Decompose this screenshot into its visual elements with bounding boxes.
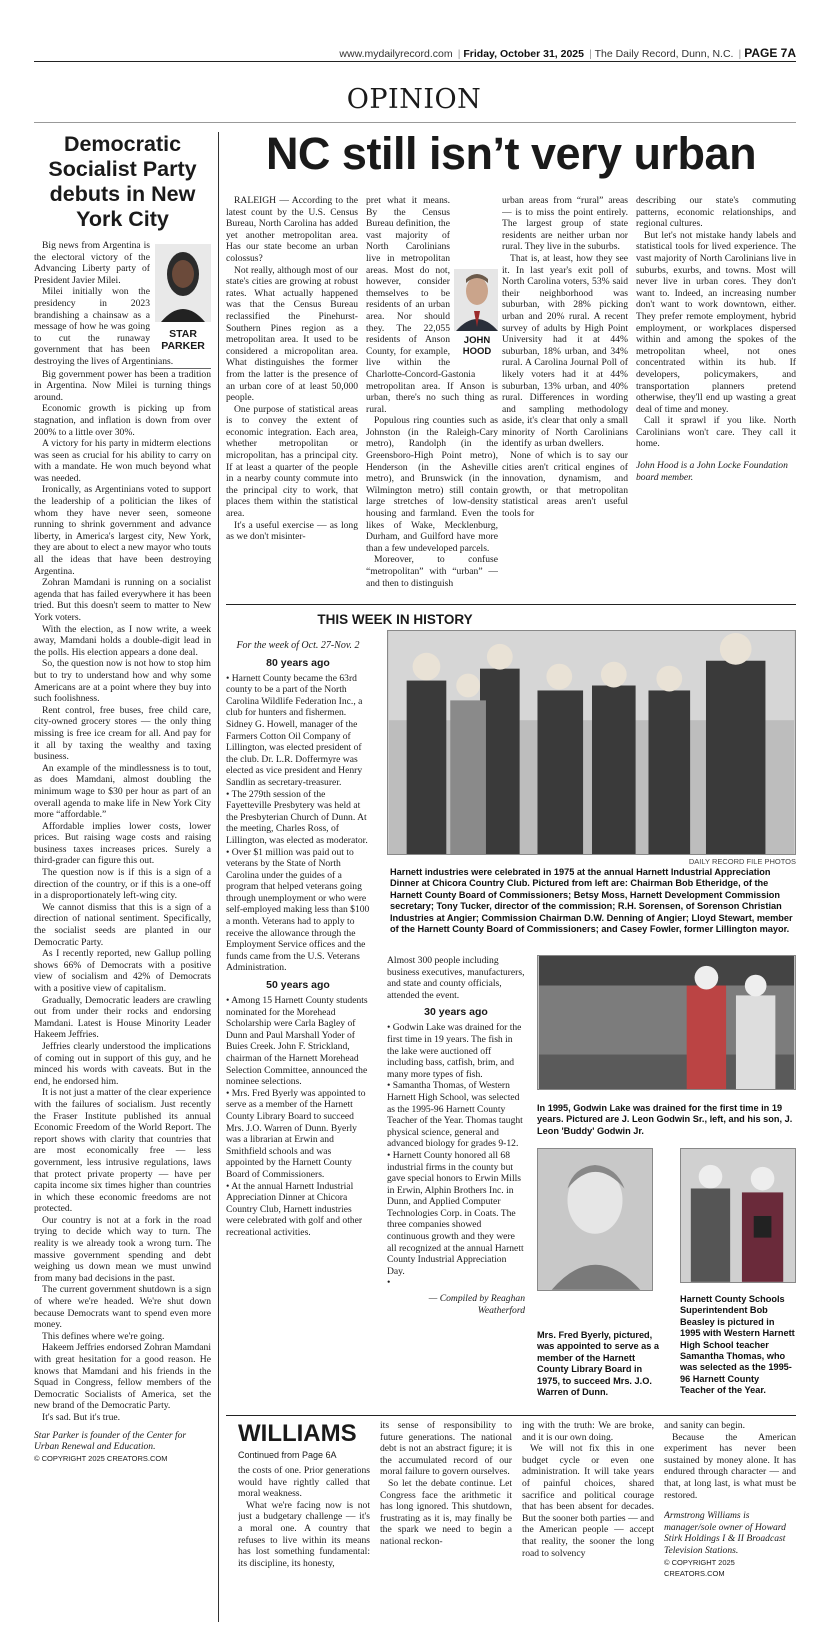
byerly-photo	[537, 1148, 653, 1291]
john-hood-photo	[454, 269, 498, 331]
hood-para: RALEIGH — According to the latest count by the U.S. Census Bureau, North Carolina has added yet another metropolitan area. Has our state become an urban colossus?	[226, 195, 358, 264]
history-item: • Harnett County honored all 68 industrial firms in the county but gave special honors to Erwin Mills in Erwin, Alphin Brothers Inc. in Dunn, and Applied Computer Technologies Corp. in Coats. The three companies showed continuous growth and they were all recognized at the annual Harnett County Industrial Appreciation Day.	[387, 1149, 524, 1277]
parker-para: Our country is not at a fork in the road trying to decide which way to turn. The reality is we already took a wrong turn. The massive government spending and debt weighing us down mean we must unwind from many bad decisions in the past.	[34, 1214, 211, 1284]
parker-para: So, the question now is not how to stop him but to try to understand how and why some Americans are at a point where they buy into such foolishness.	[34, 658, 211, 705]
williams-para: its sense of responsibility to future generations. The national debt is not an abstract figure; it is the accumulated record of our moral failure to govern ourselves.	[380, 1420, 512, 1478]
parker-para: It is not just a matter of the clear experience with the failures of socialism. Just recently the Fraser Institute published its annual Economic Freedom of the World Report. The report shows with clarity that countries that are most economically free — less government, less intrusive regulations, laws that protect private property — have per capita income six times higher than countries in which these economic freedoms are not protected.	[34, 1087, 211, 1215]
parker-tagline: Star Parker is founder of the Center for Urban Renewal and Education.	[34, 1429, 187, 1453]
main-headline: NC still isn’t very urban	[265, 128, 757, 179]
williams-para: and sanity can begin.	[664, 1420, 745, 1431]
williams-copyright: © COPYRIGHT 2025 CREATORS.COM	[664, 1557, 735, 1579]
williams-headline: WILLIAMS	[238, 1420, 357, 1447]
photo-credit: DAILY RECORD FILE PHOTOS	[688, 857, 796, 866]
column-rule	[218, 132, 219, 1622]
hood-para: Call it sprawl if you like. North Carolinians won't care. They call it home.	[636, 415, 796, 450]
caption-dinner: Harnett industries were celebrated in 1975 at the annual Harnett Industrial Appreciation Dinner at Chicora Country Club. Pictured from left are: Chairman Bob Etheridge, of the Harnett County Board of Commissioners; Betsy Moss, Harnett Development Commission secretary; Tony Tucker, director of the commission; R.H. Sorensen, of Sorenson Christian Industries at Angier; Commission Chairman D.W. Denning of Angier; Lloyd Stewart, member of the Harnett County Board of Commissioners; and Casey Fowler, former Lillington mayor.	[390, 867, 793, 935]
hood-tagline: John Hood is a John Locke Foundation board member.	[636, 460, 788, 483]
hood-col-3	[502, 195, 628, 595]
williams-para: We will not fix this in one budget cycle or even one administration. It will take years of painful choices, shared sacrifice and political courage that has been absent for decades. But the sooner both parties — and the American people — accept that reality, the sooner the long road to solvency	[522, 1443, 654, 1559]
parker-para: Jeffries clearly understood the implications of coming out in support of this guy, and he minced his words with caveats. But in the end, he endorsed him.	[34, 1040, 211, 1087]
history-30: 30 years ago	[424, 1006, 488, 1019]
author-name-hood: JOHN HOOD	[462, 335, 492, 357]
history-50: 50 years ago	[266, 979, 330, 992]
history-80: 80 years ago	[266, 656, 330, 669]
history-item: •	[387, 1277, 391, 1289]
williams-col-2	[380, 1420, 512, 1630]
hood-para: One purpose of statistical areas is to convey the extent of economic integration. Each area, whether metropolitan or micropolitan, has a principal city. If at least a quarter of the people in a nearby county commute into the principal city to work, that places them within the statistical area.	[226, 403, 358, 520]
parker-para: Ironically, as Argentinians voted to support the leadership of a politician the likes of whom they have never seen, someone running to shrink government and advance liberty, in America's largest city, New York, they are about to elect a new mayor who touts all the ideas that have been destroying Argentina.	[34, 484, 211, 577]
williams-para: the costs of one. Prior generations would have rightly called that moral weakness.	[238, 1465, 370, 1500]
history-rule	[226, 604, 796, 605]
history-item: Almost 300 people including business executives, manufacturers, and state and county officials, attended the event.	[387, 955, 525, 1001]
hood-col-1	[226, 195, 358, 595]
parker-copyright: © COPYRIGHT 2025 CREATORS.COM	[34, 1453, 168, 1463]
left-column	[34, 132, 211, 1622]
history-item: • Harnett County became the 63rd county to be a part of the North Carolina Wildlife Federation Inc., a club for hunters and fishermen. Sidney G. Howell, manager of the Farmers Cotton Oil Company of Lillington, was elected president of the club. Dr. L.R. Doffermyre was elected as vice president and Henry Sandlin as secretary-treasurer.	[226, 672, 363, 788]
parker-para: A victory for his party in midterm elections was seen as crucial for his ability to carry on with a mandate. He won much beyond what was needed.	[34, 438, 211, 484]
williams-continued[interactable]: Continued from Page 6A	[238, 1450, 337, 1460]
williams-col-4	[664, 1420, 796, 1630]
hood-para: None of which is to say our cities aren't critical engines of innovation, dynamism, and growth, or that metropolitan statistical areas aren't useful tools for	[502, 450, 628, 520]
parker-para: Affordable implies lower costs, lower prices. But raising wage costs and raising business taxes increases prices. Surely a third-grader can figure this out.	[34, 820, 211, 867]
hood-para: Populous ring counties such as Johnston (in the Raleigh-Cary metro), Randolph (in the Greensboro-High Point metro), Henderson (in the Asheville metro), and Brunswick (in the Wilmington metro) still contain large stretches of low-density housing and farmland. Even the likes of Wake, Mecklenburg, Durham, and Guilford have more than a few undeveloped parcels.	[366, 415, 498, 554]
parker-para: Big government power has been a tradition in Argentina. Now Milei is turning things around.	[34, 368, 211, 403]
parker-para: This defines where we're going.	[42, 1330, 165, 1342]
caption-teacher: Harnett County Schools Superintendent Bob Beasley is pictured in 1995 with Western Harnett High School teacher Samantha Thomas, who was selected as the 1995-96 Harnett County Teacher of the Year.	[680, 1294, 795, 1396]
history-item: • The 279th session of the Fayetteville Presbytery was held at the Presbyterian Church of Dunn. At the meeting, Charles Ross, of Lillington, was elected as moderator.	[226, 788, 368, 846]
history-item: • Over $1 million was paid out to veterans by the State of North Carolina under the guides of a program that helped veterans going through unemployment or who were self-employed making less than $100 a month. Veterans had to apply to receive the allowance through the Employment Service offices and the funds came from the U.S. Veterans Administration.	[226, 846, 370, 974]
hood-photo-block	[454, 269, 498, 357]
hood-para: Moreover, to confuse “metropolitan” with “urban” — and then to distinguish	[366, 554, 498, 589]
parker-para: We cannot dismiss that this is a sign of a direction of national sentiment. Specifically, the socialist seeds are planted in our Democratic Party.	[34, 901, 211, 948]
parker-para: It's sad. But it's true.	[42, 1411, 121, 1423]
williams-col-3	[522, 1420, 654, 1630]
history-week: For the week of Oct. 27-Nov. 2	[236, 640, 360, 651]
author-name-parker: STAR PARKER	[161, 328, 205, 352]
industry-dinner-photo	[387, 630, 796, 855]
parker-para: The current government shutdown is a sign of where we're headed. We're shut down because Democrats want to spend even more money.	[34, 1284, 211, 1331]
parker-para: Zohran Mamdani is running on a socialist agenda that has failed everywhere it has been tried. But this doesn't seem to matter to New York voters.	[34, 577, 211, 623]
section-title: OPINION	[346, 84, 482, 115]
hood-para: That is, at least, how they see it. In last year's exit poll of North Carolina voters, 53% said their neighborhood was suburban, with 28% picking urban and 20% rural. A recent survey of adults by High Point University had it at 44% suburban, 18% urban, and 34% rural. A Carolina Journal Poll of likely voters had it at 44% suburban, 13% urban, and 40% rural. Differences in wording and sampling methodology aside, it's clear that only a small minority of North Carolinians identify as urban dwellers.	[502, 252, 628, 450]
divider	[34, 122, 796, 123]
parker-para: Hakeem Jeffries endorsed Zohran Mamdani with great hesitation for a good reason. He knows that Mamdani and his friends in the Squad in Congress, fellow members of the Democratic Socialists of America, set the new brand of the Democratic Party.	[34, 1342, 211, 1412]
caption-lake: In 1995, Godwin Lake was drained for the first time in 19 years. Pictured are J. Leon Godwin Sr., left, and his son, J. Leon 'Buddy' Godwin Jr.	[537, 1103, 793, 1136]
parker-para: Economic growth is picking up from stagnation, and inflation is down from over 200% to a little over 30%.	[34, 403, 211, 438]
history-item: • Mrs. Fred Byerly was appointed to serve as a member of the Harnett County Library Board to succeed Mrs. J.O. Warren of Dunn. Byerly was a librarian at Erwin and Smithfield schools and was appointed by the Harnett County Board of Commissioners.	[226, 1087, 366, 1180]
history-col-2	[387, 955, 525, 1415]
history-item: • Among 15 Harnett County students nominated for the Morehead Scholarship were Carla Bagley of Dunn and Paul Marshall Yoder of Buies Creek. John F. Strickland, chairman of the Harnett Morehead Selection Committee, announced the nominee selections.	[226, 995, 368, 1088]
hood-para: urban areas from “rural” areas — is to miss the point entirely. The largest group of state residents are neither urban nor rural. They live in the suburbs.	[502, 195, 628, 253]
hood-para: describing our state's commuting patterns, economic relationships, and regional cultures.	[636, 195, 796, 230]
godwin-lake-photo	[537, 955, 796, 1090]
left-headline: Democratic Socialist Party debuts in New York City	[48, 132, 197, 231]
header-line: www.mydailyrecord.com | Friday, October 31, 2025 | The Daily Record, Dunn, N.C. | PAGE 7A	[339, 46, 796, 60]
page-header	[34, 42, 796, 62]
issue-date: Friday, October 31, 2025	[463, 48, 584, 60]
williams-para: What we're facing now is not just a budgetary challenge — it's a moral one. A country that refuses to live within its means has lost something fundamental: its discipline, its honesty,	[238, 1499, 370, 1569]
williams-tagline: Armstrong Williams is manager/sole owner of Howard Stirk Holdings I & II Broadcast Television Stations.	[664, 1510, 786, 1556]
teacher-photo	[680, 1148, 796, 1283]
parker-para: Rent control, free buses, free child care, city-owned grocery stores — the only thing missing is free ice cream for all. And pay for it all by taxing the wealthy and taxing business.	[34, 704, 211, 763]
history-item: • Samantha Thomas, of Western Harnett High School, was selected as the 1995-96 Harnett County Teacher of the Year. Thomas taught physical science, general and advanced biology for grades 9-12.	[387, 1080, 523, 1150]
history-item: • Godwin Lake was drained for the first time in 19 years. The fish in the lake were auctioned off including bass, catfish, brim, and many more types of fish.	[387, 1022, 522, 1080]
history-compiled: — Compiled by Reaghan Weatherford	[428, 1293, 525, 1316]
hood-para: But let's not mistake handy labels and statistical tools for lived experience. The vast majority of North Carolinians live in suburbs, exurbs, and towns. Most will never live in urban cores. They don't want to. Indeed, an increasing number don't want to work downtown, either. They prefer remote employment, hybrid employment, or workplaces dispersed within and among the spokes of the metropolitan wheel, not ones concentrated within its hub. If developers, policymakers, and transportation planners pretend otherwise, they'll end up wasting a great deal of time and money.	[636, 229, 796, 415]
star-parker-photo	[155, 244, 211, 322]
hood-para: It's a useful exercise — as long as we don't misinter-	[226, 519, 358, 543]
hood-para: Not really, although most of our state's cities are growing at robust rates. What actually happened was that the Census Bureau reclassified the Pinehurst-Southern Pines region as a metropolitan area. It used to be considered a micropolitan area. What distinguishes the former from the latter is the presence of an urban core of at least 50,000 people.	[226, 264, 358, 404]
williams-para: Because the American experiment has never been sustained by money alone. It has endured through character — and that, at long last, is what must be restored.	[664, 1431, 796, 1501]
history-title: THIS WEEK IN HISTORY	[317, 612, 473, 627]
williams-para: So let the debate continue. Let Congress face the arithmetic it has long ignored. This shutdown, frustrating as it is, may finally be the spark we need to begin a national reckon-	[380, 1477, 512, 1547]
parker-para: As I recently reported, new Gallup polling shows 66% of Democrats with a positive view of socialism and 42% of Democrats with a positive view of capitalism.	[34, 948, 211, 994]
hood-col-4	[636, 195, 796, 595]
parker-para: Big news from Argentina is the electoral victory of the Advancing Liberty party of President Javier Milei.	[34, 240, 150, 286]
williams-col-1	[238, 1420, 370, 1630]
williams-rule	[226, 1415, 796, 1416]
history-item: • At the annual Harnett Industrial Appreciation Dinner at Chicora Country Club, Harnett industries were celebrated with golf and other recreational activities.	[226, 1180, 363, 1238]
williams-para: ing with the truth: We are broke, and it is our own doing.	[522, 1420, 654, 1443]
page-number: PAGE 7A	[744, 46, 796, 60]
parker-para: Milei initially won the presidency in 2023 brandishing a chainsaw as a message of how he was going to cut the runaway government that has been destroying the lives of Argentinians.	[34, 286, 174, 367]
parker-para: The question now is if this is a sign of a direction of the country, or if this is a one-off in a disproportionately left-wing city.	[34, 867, 211, 902]
parker-para: With the election, as I now write, a week away, Mamdani holds a double-digit lead in the polls. His election appears a done deal.	[34, 623, 211, 658]
parker-body	[34, 369, 211, 1424]
parker-para: An example of the mindlessness is to tout, as does Mamdani, almost doubling the minimum wage to $30 per hour as part of an overall agenda to make life in New York City more “affordable.”	[34, 762, 211, 821]
author-photo-block	[155, 244, 211, 352]
site-url[interactable]: www.mydailyrecord.com	[339, 48, 453, 60]
hood-para: pret what it means. By the Census Bureau definition, the vast majority of North Carolinians live in metropolitan areas. Most do not, however, consider themselves to be residents of an urban area. Nor should they. The 22,055 residents of Anson County, for example, live within the Charlotte-Concord-Gastonia metropolitan area. If Anson is urban, there's no such thing as rural.	[366, 195, 498, 415]
paper-name: The Daily Record, Dunn, N.C.	[594, 48, 734, 60]
history-col-1	[226, 640, 370, 1410]
hood-col-2	[366, 195, 498, 595]
parker-para: Gradually, Democratic leaders are crawling out from under their rocks and endorsing Mamdani. Latest is House Minority Leader Hakeem Jeffries.	[34, 994, 211, 1041]
caption-byerly: Mrs. Fred Byerly, pictured, was appointed to serve as a member of the Harnett County Library Board in 1975, to succeed Mrs. J.O. Warren of Dunn.	[537, 1330, 660, 1398]
